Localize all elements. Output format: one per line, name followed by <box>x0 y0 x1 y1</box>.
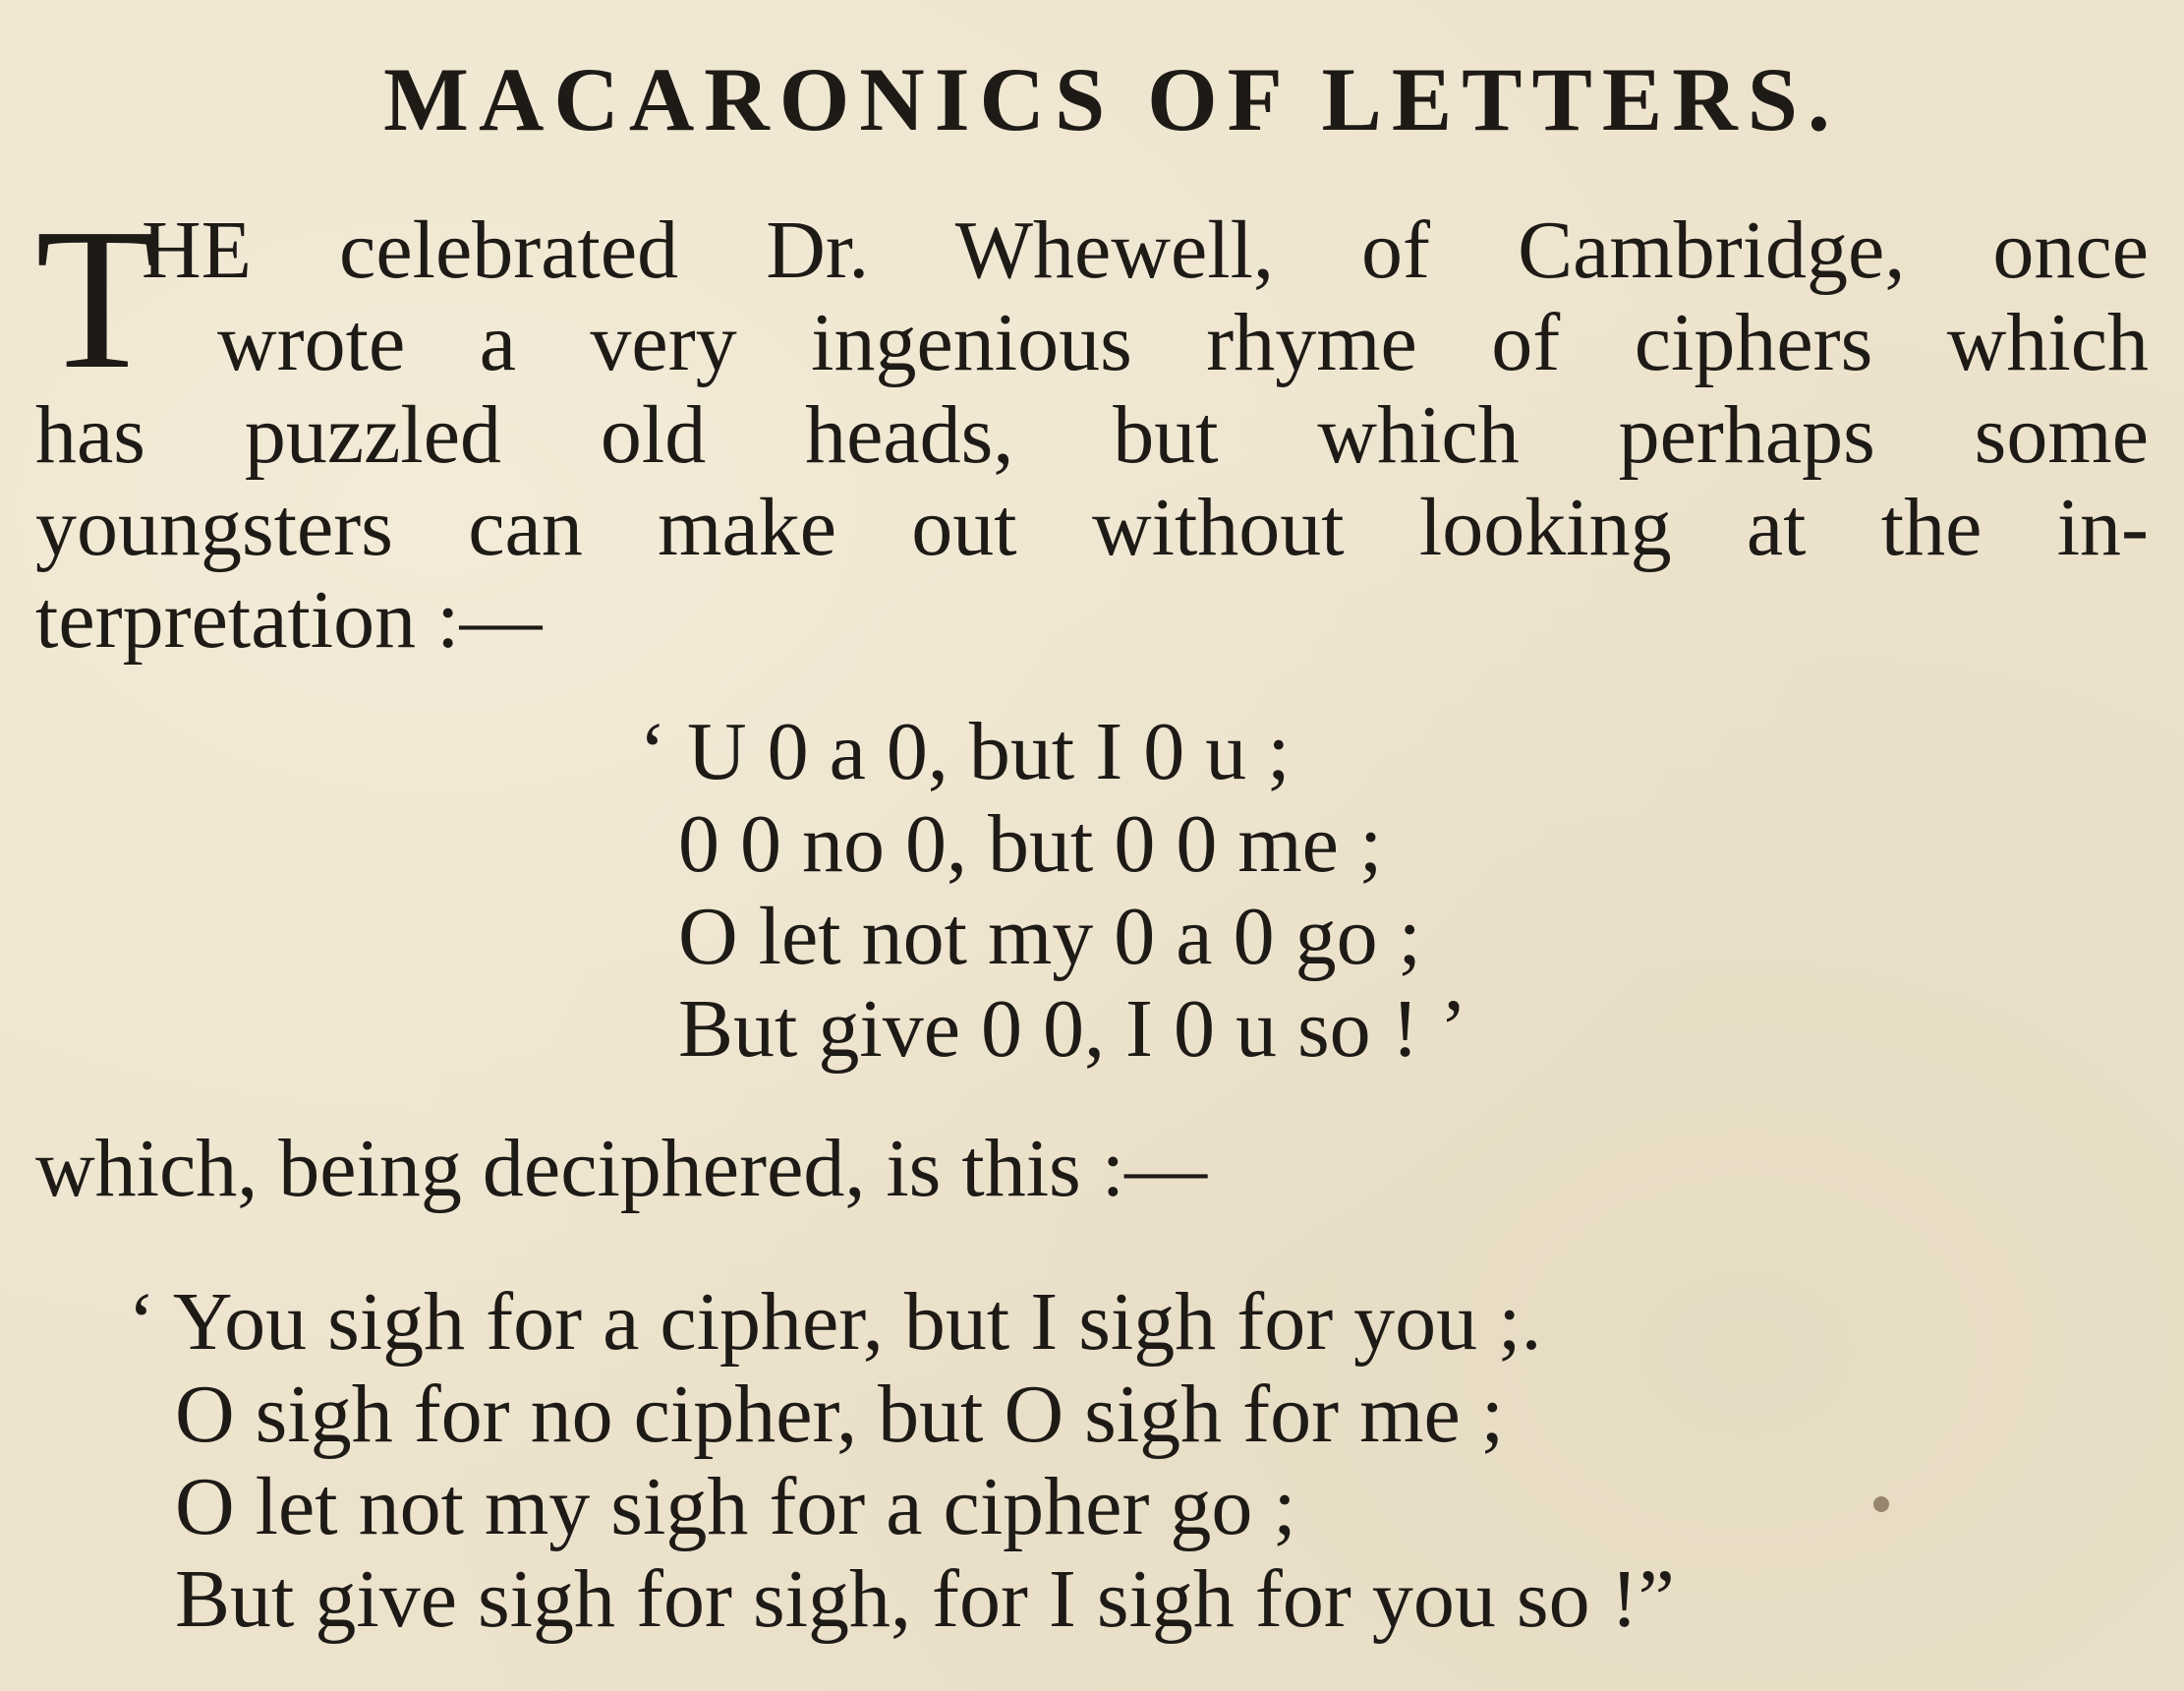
intro-line: youngsters can make out without looking at the in- <box>35 482 2149 573</box>
intro-paragraph <box>35 186 2149 667</box>
intro-line: HE celebrated Dr. Whewell, of Cambridge, once <box>142 204 2149 296</box>
deciphered-verse <box>128 1276 1675 1646</box>
deciphered-verse-line: O let not my sigh for a cipher go ; <box>175 1461 1296 1552</box>
cipher-verse-line: O let not my 0 a 0 go ; <box>678 891 1421 982</box>
cipher-verse-line: But give 0 0, I 0 u so ! ’ <box>678 983 1467 1075</box>
cipher-verse-line: ‘ U 0 a 0, but I 0 u ; <box>639 706 1291 797</box>
intro-line: has puzzled old heads, but which perhaps some <box>35 389 2149 481</box>
bridge-text: which, being deciphered, is this :— <box>35 1123 1208 1214</box>
article-title: MACARONICS OF LETTERS. <box>383 49 1840 149</box>
intro-line: terpretation :— <box>35 574 543 666</box>
cipher-verse <box>639 706 1467 1076</box>
intro-line: wrote a very ingenious rhyme of ciphers which <box>217 297 2149 388</box>
drop-cap: T <box>35 186 159 411</box>
deciphered-verse-line: ‘ You sigh for a cipher, but I sigh for you ;. <box>128 1276 1542 1368</box>
deciphered-verse-line: O sigh for no cipher, but O sigh for me ; <box>175 1369 1505 1460</box>
deciphered-verse-line: But give sigh for sigh, for I sigh for you so !” <box>175 1553 1675 1645</box>
cipher-verse-line: 0 0 no 0, but 0 0 me ; <box>678 798 1383 890</box>
paper-stain <box>1873 1496 1889 1512</box>
